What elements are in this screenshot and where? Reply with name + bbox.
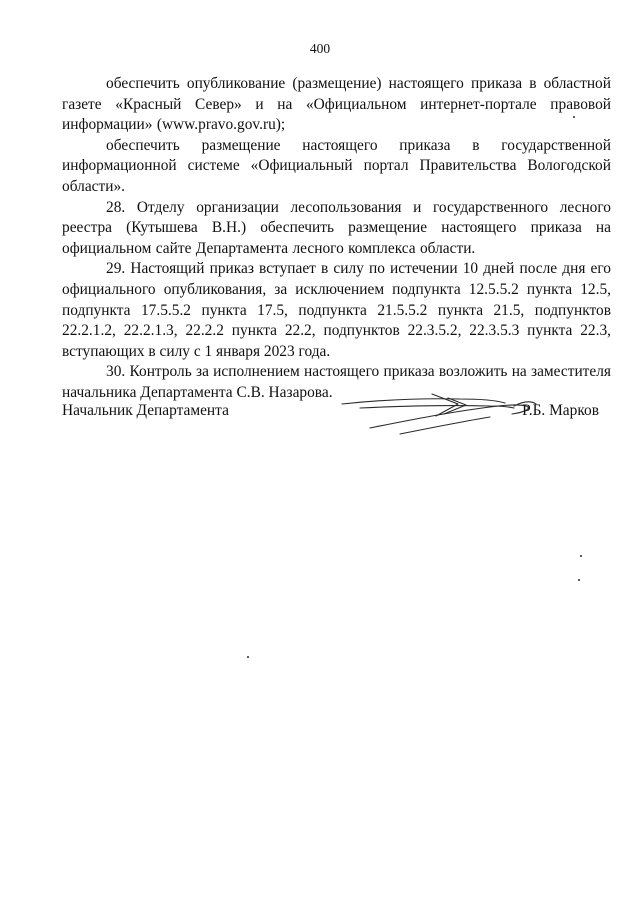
paragraph-item-29: 29. Настоящий приказ вступает в силу по истечении 10 дней после дня его официального опубликования, за исключением подпункта 12.5.5.2 пункта 12.5, подпункта 17.5.5.2 пункта 17.5, подпункта 21.5.5.2 пункта 21.5, подпунктов 22.2.1.2, 22.2.1.3, 22.2.2 пункта 22.2, подпунктов 22.3.5.2, 22.3.5.3 пункта 22.3, вступающих в силу с 1 января 2023 года. <box>62 260 611 360</box>
page-number: 400 <box>309 41 331 56</box>
scan-speck <box>247 656 249 658</box>
scan-speck <box>580 555 582 557</box>
paragraph-item-28: 28. Отделу организации лесопользования и государственного лесного реестра (Кутышева В.Н.) обеспечить размещение настоящего приказа на официальном сайте Департамента лесного комплекса области. <box>62 198 611 257</box>
signature-block <box>62 402 611 452</box>
scan-speck <box>578 579 580 581</box>
paragraph-publication-portal: обеспечить размещение настоящего приказа в государственной информационной системе «Официальный портал Правительства Вологодской области». <box>62 136 611 195</box>
paragraph-publication-gazette: обеспечить опубликование (размещение) настоящего приказа в областной газете «Красный Север» и на «Официальном интернет-портале правовой информации» (www.pravo.gov.ru); <box>62 75 611 134</box>
signatory-name: Р.Б. Марков <box>522 402 599 419</box>
scan-speck <box>573 116 575 118</box>
document-body <box>62 74 611 404</box>
signatory-position: Начальник Департамента <box>62 402 229 419</box>
paragraph-item-30: 30. Контроль за исполнением настоящего приказа возложить на заместителя начальника Департамента С.В. Назарова. <box>62 363 611 401</box>
